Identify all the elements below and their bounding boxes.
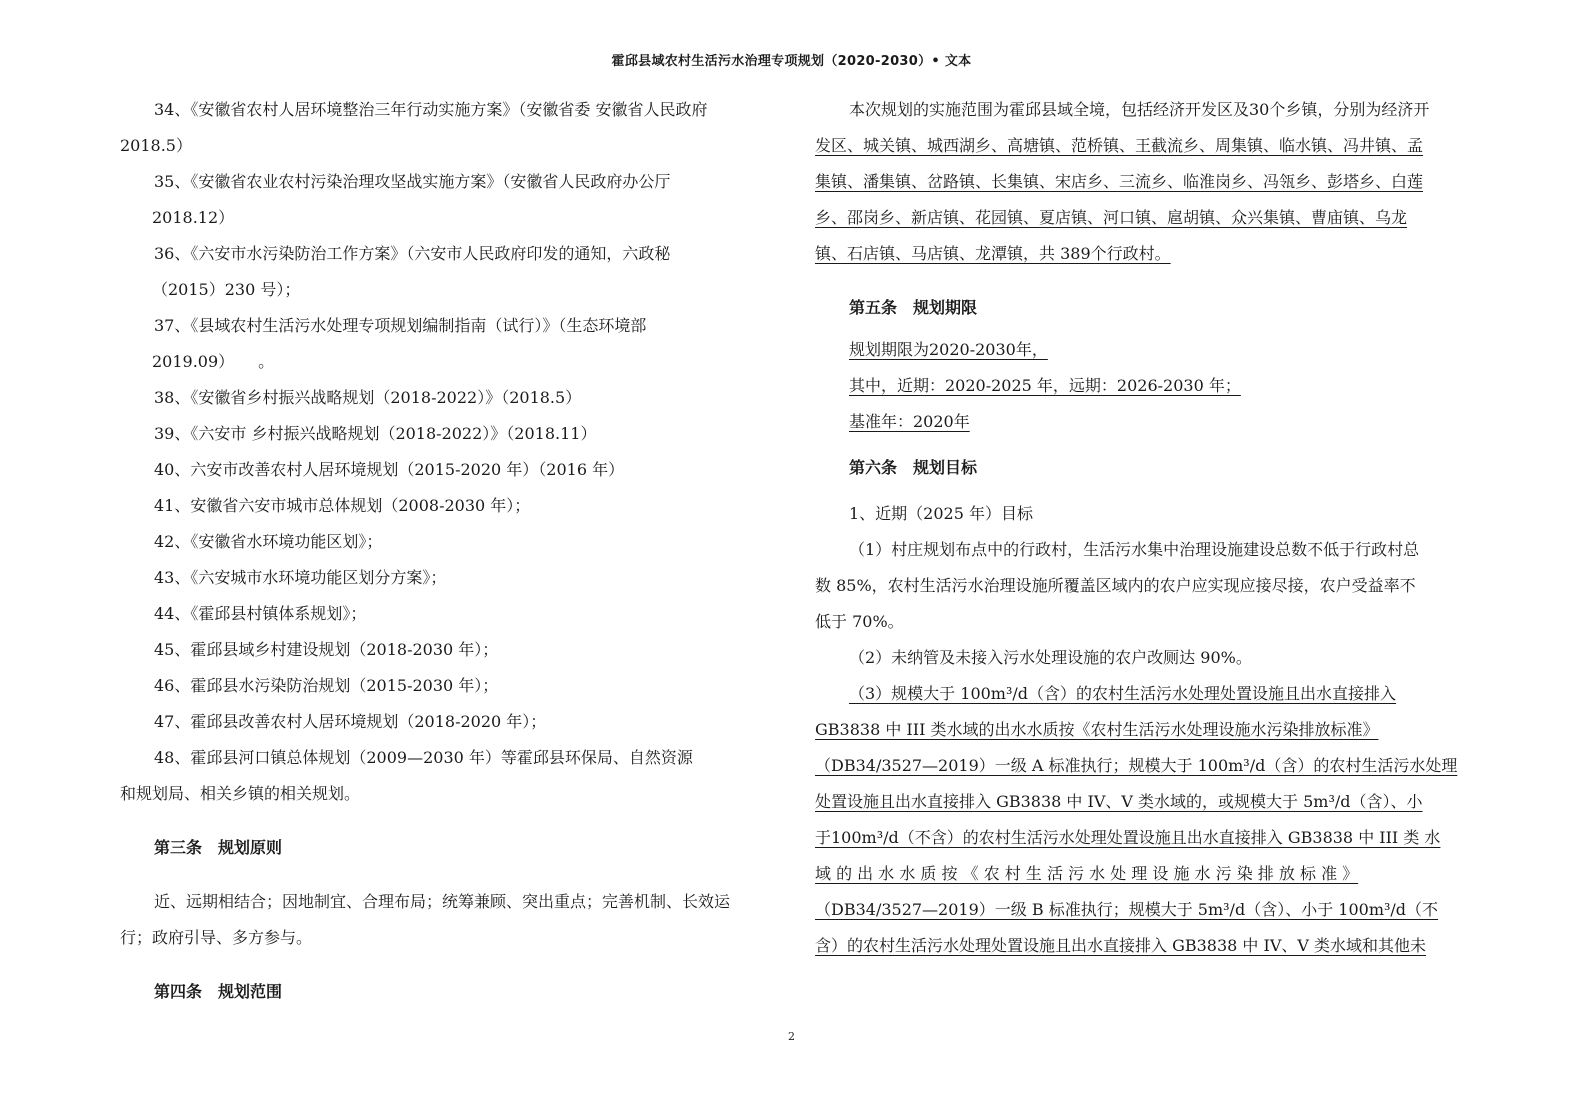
ref-item-45: 45、霍邱县域乡村建设规划（2018-2030 年）；: [154, 640, 499, 659]
goal-text-cont: 低于 70%。: [815, 612, 904, 631]
period-line: 其中，近期：2020-2025 年，远期：2026-2030 年；: [849, 376, 1241, 395]
goal-3-text-cont: 域 的 出 水 水 质 按 《 农 村 生 活 污 水 处 理 设 施 水 污 染 排 放 标 准 》: [815, 864, 1359, 883]
period-line: 基准年：2020年: [849, 412, 970, 431]
section-3-text-cont: 行；政府引导、多方参与。: [120, 928, 313, 947]
goal-3-text-cont: 处置设施且出水直接排入 GB3838 中 IV、V 类水域的，或规模大于 5m³/d（含）、小: [815, 792, 1423, 811]
goal-3-text-cont: （DB34/3527—2019）一级 A 标准执行；规模大于 100m³/d（含）的农村生活污水处理: [815, 756, 1458, 775]
ref-item-43: 43、《六安城市水环境功能区划分方案》；: [154, 568, 447, 587]
goal-text-cont: 数 85%，农村生活污水治理设施所覆盖区域内的农户应实现应接尽接，农户受益率不: [815, 576, 1416, 595]
section-3-title: 第三条 规划原则: [154, 838, 283, 857]
ref-item-34: 34、《安徽省农村人居环境整治三年行动实施方案》（安徽省委 安徽省人民政府: [154, 100, 708, 119]
ref-item-37-cont: 2019.09） 。: [152, 352, 275, 371]
period-line: 规划期限为2020-2030年，: [849, 340, 1048, 359]
section-6-title: 第六条 规划目标: [849, 458, 978, 477]
document-header: 霍邱县域农村生活污水治理专项规划（2020-2030）• 文本: [611, 54, 972, 69]
ref-item-48-cont: 和规划局、相关乡镇的相关规划。: [120, 784, 361, 803]
goal-3-text-cont: 于100m³/d（不含）的农村生活污水处理处置设施且出水直接排入 GB3838 中 III 类 水: [815, 828, 1441, 847]
goal-3-text-cont: （DB34/3527—2019）一级 B 标准执行；规模大于 5m³/d（含）、小于 100m³/d（不: [815, 900, 1439, 919]
ref-item-47: 47、霍邱县改善农村人居环境规划（2018-2020 年）；: [154, 712, 547, 731]
ref-item-37: 37、《县域农村生活污水处理专项规划编制指南（试行）》（生态环境部: [154, 316, 647, 335]
ref-item-44: 44、《霍邱县村镇体系规划》；: [154, 604, 367, 623]
ref-item-36: 36、《六安市水污染防治工作方案》（六安市人民政府印发的通知，六政秘: [154, 244, 671, 263]
ref-item-35-cont: 2018.12）: [152, 208, 235, 227]
section-4-title: 第四条 规划范围: [154, 982, 283, 1001]
ref-item-41: 41、安徽省六安市城市总体规划（2008-2030 年）；: [154, 496, 531, 515]
right-column: [815, 92, 1458, 964]
scope-text: 本次规划的实施范围为霍邱县域全境，包括经济开发区及30个乡镇，分别为经济开: [849, 100, 1430, 119]
ref-item-34-cont: 2018.5）: [120, 136, 192, 155]
ref-item-46: 46、霍邱县水污染防治规划（2015-2030 年）；: [154, 676, 499, 695]
goal-3-text: （3）规模大于 100m³/d（含）的农村生活污水处理处置设施且出水直接排入: [849, 684, 1397, 703]
goal-heading: 1、近期（2025 年）目标: [849, 504, 1033, 523]
section-5-title: 第五条 规划期限: [849, 298, 978, 317]
scope-text-cont: 乡、邵岗乡、新店镇、花园镇、夏店镇、河口镇、扈胡镇、众兴集镇、曹庙镇、乌龙: [815, 208, 1408, 227]
ref-item-35: 35、《安徽省农业农村污染治理攻坚战实施方案》（安徽省人民政府办公厅: [154, 172, 671, 191]
left-column: [120, 92, 760, 1010]
ref-item-48: 48、霍邱县河口镇总体规划（2009—2030 年）等霍邱县环保局、自然资源: [154, 748, 693, 767]
scope-text-cont: 集镇、潘集镇、岔路镇、长集镇、宋店乡、三流乡、临淮岗乡、冯瓴乡、彭塔乡、白莲: [815, 172, 1424, 191]
scope-text-cont: 发区、城关镇、城西湖乡、高塘镇、范桥镇、王截流乡、周集镇、临水镇、冯井镇、孟: [815, 136, 1424, 155]
ref-item-38: 38、《安徽省乡村振兴战略规划（2018-2022）》（2018.5）: [154, 388, 582, 407]
scope-text-cont: 镇、石店镇、马店镇、龙潭镇，共 389个行政村。: [815, 244, 1171, 263]
page-number: 2: [788, 1030, 795, 1043]
section-3-text: 近、远期相结合；因地制宜、合理布局；统筹兼顾、突出重点；完善机制、长效运: [154, 892, 731, 911]
goal-text: （1）村庄规划布点中的行政村，生活污水集中治理设施建设总数不低于行政村总: [849, 540, 1420, 559]
goal-text: （2）未纳管及未接入污水处理设施的农户改厕达 90%。: [849, 648, 1252, 667]
ref-item-40: 40、六安市改善农村人居环境规划（2015-2020 年）（2016 年）: [154, 460, 625, 479]
goal-3-text-cont: 含）的农村生活污水处理处置设施且出水直接排入 GB3838 中 IV、V 类水域和其他未: [815, 936, 1427, 955]
ref-item-42: 42、《安徽省水环境功能区划》；: [154, 532, 383, 551]
ref-item-39: 39、《六安市 乡村振兴战略规划（2018-2022）》（2018.11）: [154, 424, 597, 443]
ref-item-36-cont: （2015）230 号）；: [152, 280, 301, 299]
goal-3-text-cont: GB3838 中 III 类水域的出水水质按《农村生活污水处理设施水污染排放标准》: [815, 720, 1379, 739]
